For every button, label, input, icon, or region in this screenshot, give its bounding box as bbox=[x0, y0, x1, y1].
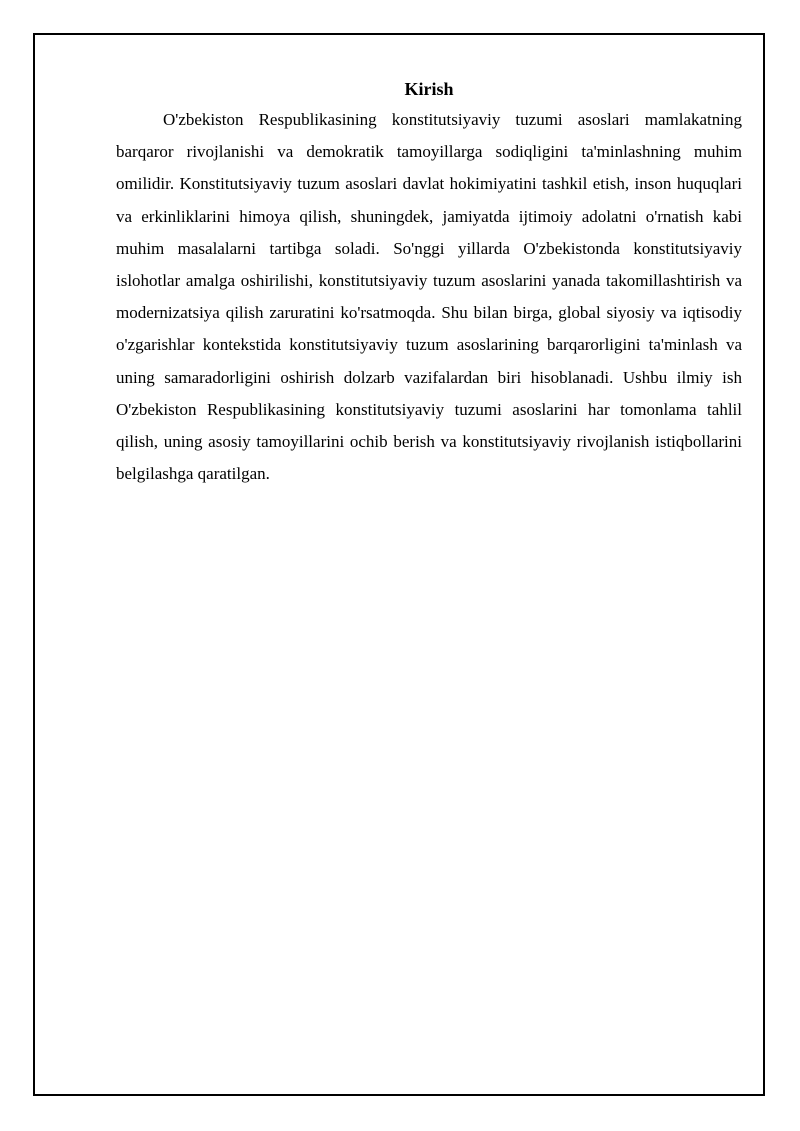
document-content bbox=[116, 74, 742, 490]
body-paragraph: O'zbekiston Respublikasining konstitutsiyaviy tuzumi asoslari mamlakatning barqaror rivojlanishi va demokratik tamoyillarga sodiqligini ta'minlashning muhim omilidir. Konstitutsiyaviy tuzum asoslari davlat hokimiyatini tashkil etish, inson huquqlari va erkinliklarini himoya qilish, shuningdek, jamiyatda ijtimoiy adolatni o'rnatish kabi muhim masalalarni tartibga soladi. So'nggi yillarda O'zbekistonda konstitutsiyaviy islohotlar amalga oshirilishi, konstitutsiyaviy tuzum asoslarini yanada takomillashtirish va modernizatsiya qilish zaruratini ko'rsatmoqda. Shu bilan birga, global siyosiy va iqtisodiy o'zgarishlar kontekstida konstitutsiyaviy tuzum asoslarining barqarorligini ta'minlash va uning samaradorligini oshirish dolzarb vazifalardan biri hisoblanadi. Ushbu ilmiy ish O'zbekiston Respublikasining konstitutsiyaviy tuzumi asoslarini har tomonlama tahlil qilish, uning asosiy tamoyillarini ochib berish va konstitutsiyaviy rivojlanish istiqbollarini belgilashga qaratilgan. bbox=[116, 110, 742, 484]
section-title: Kirish bbox=[404, 79, 454, 99]
